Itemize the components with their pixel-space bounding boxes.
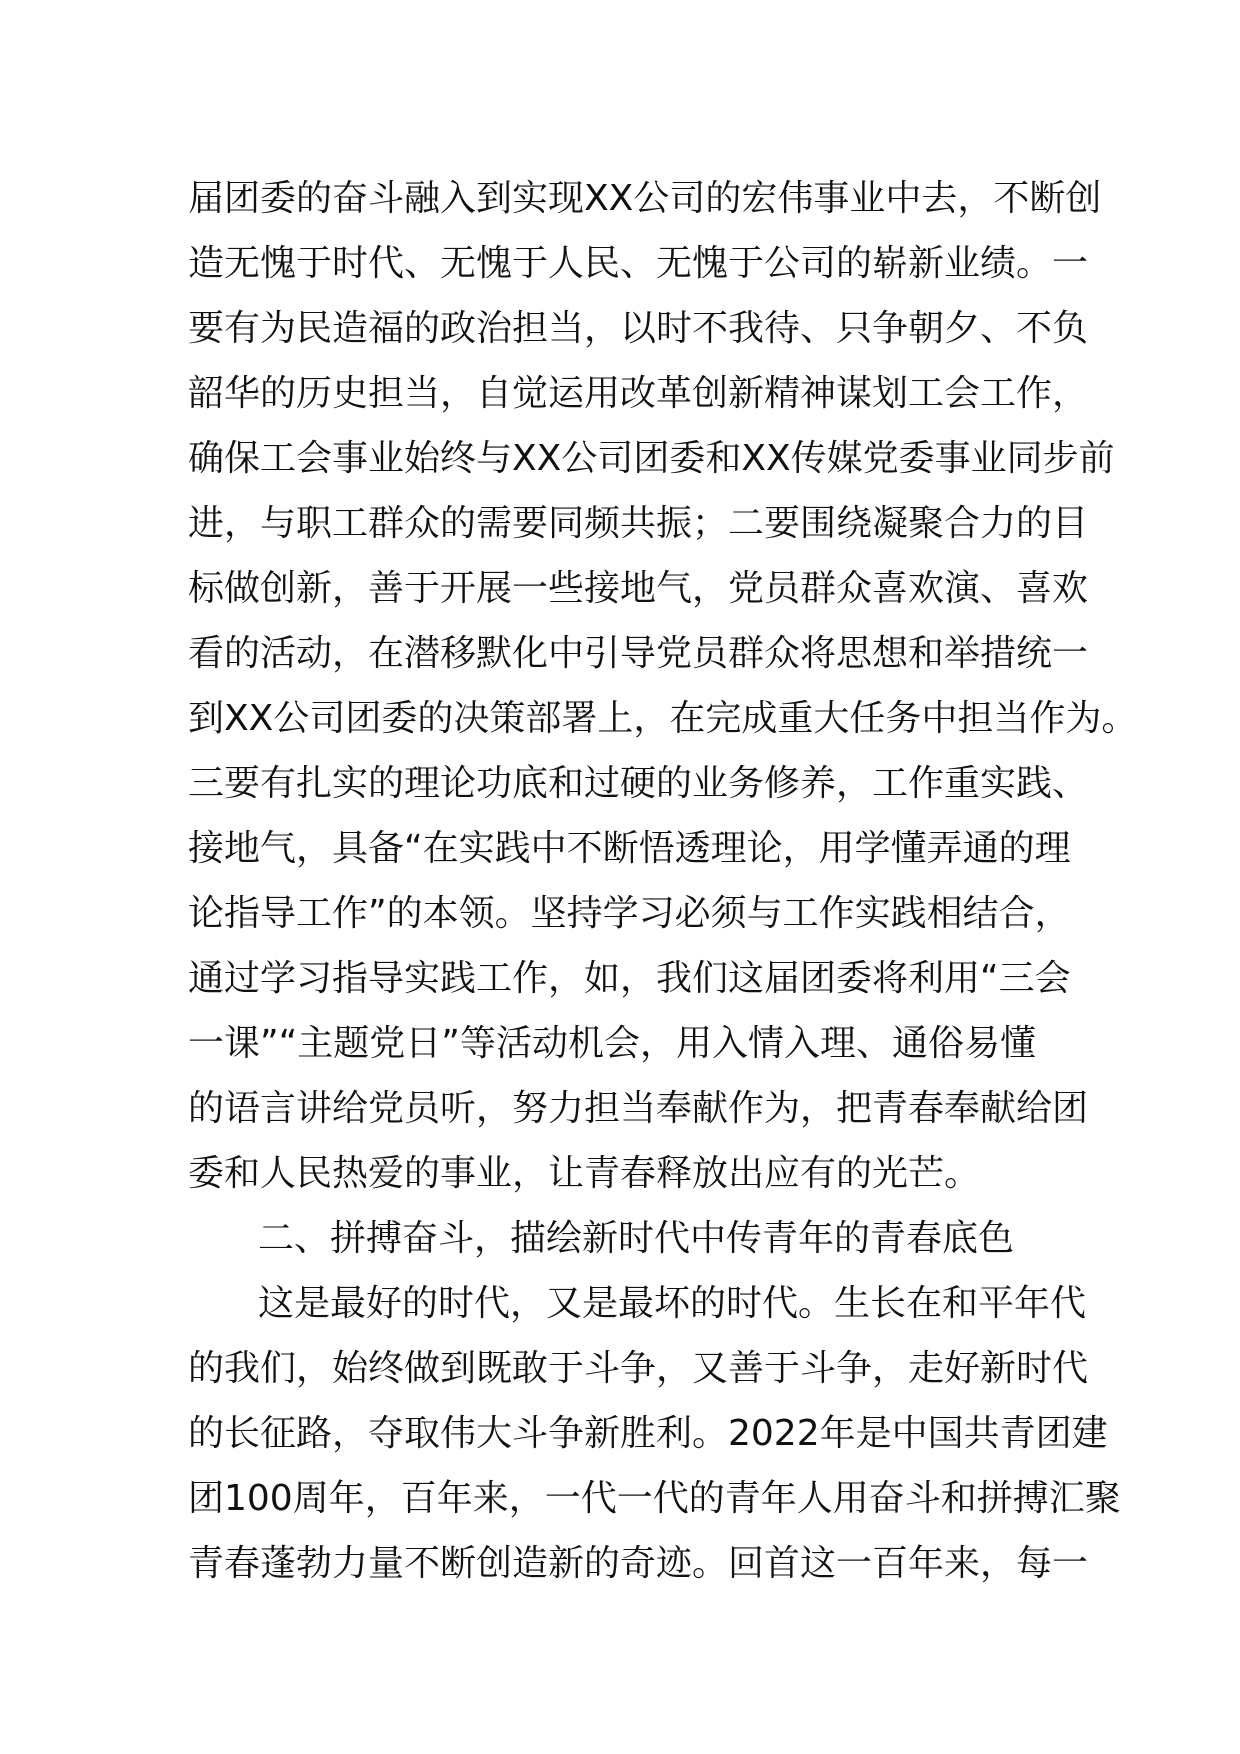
text-line: 韶华的历史担当，自觉运用改革创新精神谋划工会工作， — [188, 373, 1089, 414]
text-line: 三要有扎实的理论功底和过硬的业务修养，工作重实践、 — [188, 763, 1089, 804]
text-line: 的语言讲给党员听，努力担当奉献作为，把青春奉献给团 — [188, 1088, 1089, 1129]
text-line: 接地气，具备“在实践中不断悟透理论，用学懂弄通的理 — [188, 828, 1071, 869]
text-line: 通过学习指导实践工作，如，我们这届团委将利用“三会 — [188, 958, 1071, 999]
body-text — [188, 166, 1138, 1596]
text-line: 论指导工作”的本领。坚持学习必须与工作实践相结合， — [188, 893, 1071, 934]
text-line: 要有为民造福的政治担当，以时不我待、只争朝夕、不负 — [188, 308, 1089, 349]
text-line: 到XX公司团委的决策部署上，在完成重大任务中担当作为。 — [188, 698, 1138, 739]
text-line: 团100周年，百年来，一代一代的青年人用奋斗和拼搏汇聚 — [188, 1478, 1121, 1519]
text-line: 造无愧于时代、无愧于人民、无愧于公司的崭新业绩。一 — [188, 243, 1089, 284]
text-line: 的我们，始终做到既敢于斗争，又善于斗争，走好新时代 — [188, 1348, 1089, 1389]
text-line: 委和人民热爱的事业，让青春释放出应有的光芒。 — [188, 1153, 981, 1194]
text-line: 青春蓬勃力量不断创造新的奇迹。回首这一百年来，每一 — [188, 1543, 1089, 1584]
text-line: 一课”“主题党日”等活动机会，用入情入理、通俗易懂 — [188, 1023, 1036, 1064]
text-line: 届团委的奋斗融入到实现XX公司的宏伟事业中去，不断创 — [188, 178, 1102, 219]
section-heading: 二、拼搏奋斗，描绘新时代中传青年的青春底色 — [258, 1218, 1015, 1259]
text-line: 进，与职工群众的需要同频共振；二要围绕凝聚合力的目 — [188, 503, 1089, 544]
text-line: 的长征路，夺取伟大斗争新胜利。2022年是中国共青团建 — [188, 1413, 1108, 1454]
text-line: 标做创新，善于开展一些接地气，党员群众喜欢演、喜欢 — [188, 568, 1089, 609]
text-line: 看的活动，在潜移默化中引导党员群众将思想和举措统一 — [188, 633, 1089, 674]
text-line: 确保工会事业始终与XX公司团委和XX传媒党委事业同步前 — [188, 438, 1115, 479]
paragraph-first-line: 这是最好的时代，又是最坏的时代。生长在和平年代 — [258, 1283, 1087, 1324]
